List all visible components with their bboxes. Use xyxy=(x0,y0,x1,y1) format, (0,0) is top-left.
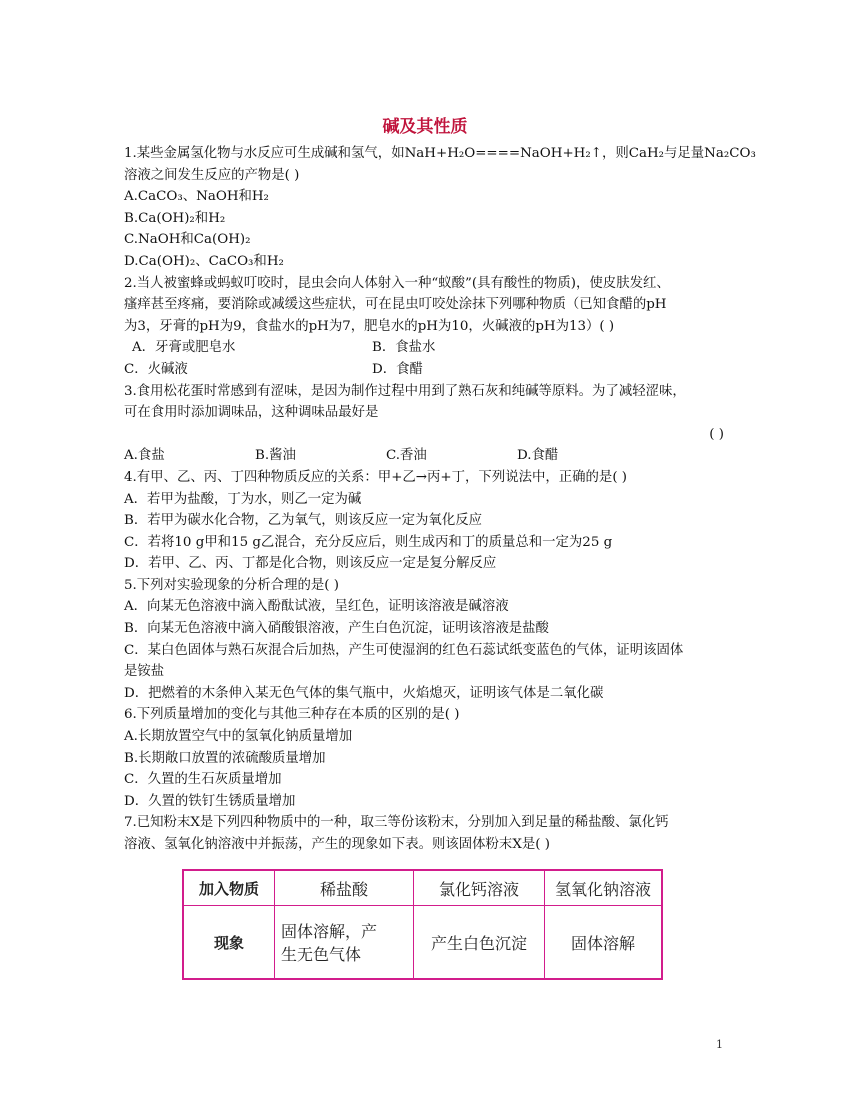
table-cell-naoh: 固体溶解 xyxy=(545,906,663,980)
q1-option-d: D.Ca(OH)₂、CaCO₃和H₂ xyxy=(124,253,284,269)
q6-option-c: C．久置的生石灰质量增加 xyxy=(124,772,282,788)
q4-stem: 4.有甲、乙、丙、丁四种物质反应的关系：甲+乙→丙+丁，下列说法中，正确的是( ) xyxy=(124,469,628,485)
q3-answer-bracket: ( ) xyxy=(709,426,724,442)
q6-option-b: B.长期敞口放置的浓硫酸质量增加 xyxy=(124,750,326,766)
q6-stem: 6.下列质量增加的变化与其他三种存在本质的区别的是( ) xyxy=(124,707,460,723)
q3-option-b: B.酱油 xyxy=(255,448,296,464)
question-list xyxy=(124,143,756,856)
q1-option-b: B.Ca(OH)₂和H₂ xyxy=(124,210,226,226)
table-header-cell: 氢氧化钠溶液 xyxy=(545,870,663,906)
q2-options-row-2 xyxy=(124,359,728,381)
page-title: 碱及其性质 xyxy=(382,117,468,137)
q2-option-d: D．食醋 xyxy=(372,361,423,377)
table-cell-line: 固体溶解，产 xyxy=(281,922,378,941)
question-1-stem xyxy=(124,143,756,165)
q1-stem-b: ，则CaH₂与足量Na₂CO₃ xyxy=(601,146,756,161)
q1-stem-a: 1.某些金属氢化物与水反应可生成碱和氢气，如 xyxy=(124,146,405,161)
table-header-cell: 稀盐酸 xyxy=(275,870,414,906)
q6-option-a: A.长期放置空气中的氢氧化钠质量增加 xyxy=(124,729,353,745)
q1-equation: NaH+H₂O====NaOH+H₂↑ xyxy=(404,146,602,161)
q4-option-a: A．若甲为盐酸，丁为水，则乙一定为碱 xyxy=(124,491,362,507)
q2-option-b: B．食盐水 xyxy=(372,340,436,356)
page-number: 1 xyxy=(716,1038,723,1051)
table-row xyxy=(183,906,662,980)
q1-option-a: A.CaCO₃、NaOH和H₂ xyxy=(124,189,269,205)
table-header-cell: 加入物质 xyxy=(183,870,275,906)
q7-stem-b: 溶液、氢氧化钠溶液中并振荡，产生的现象如下表。则该固体粉末X是( ) xyxy=(124,837,550,852)
q5-option-d: D．把燃着的木条伸入某无色气体的集气瓶中，火焰熄灭，证明该气体是二氧化碳 xyxy=(124,685,604,701)
q6-option-d: D．久置的铁钉生锈质量增加 xyxy=(124,793,296,809)
q4-option-d: D．若甲、乙、丙、丁都是化合物，则该反应一定是复分解反应 xyxy=(124,556,497,572)
table-cell-hcl xyxy=(275,906,414,980)
q5-option-c-cont: 是铵盐 xyxy=(124,664,165,680)
q2-stem-b: 瘙痒甚至疼痛，要消除或减缓这些症状，可在昆虫叮咬处涂抹下列哪种物质（已知食醋的pH xyxy=(124,297,667,313)
table-header-row xyxy=(183,870,662,906)
q5-stem: 5.下列对实验现象的分析合理的是( ) xyxy=(124,577,339,593)
q5-option-a: A．向某无色溶液中滴入酚酞试液，呈红色，证明该溶液是碱溶液 xyxy=(124,599,509,615)
q2-option-c: C．火碱液 xyxy=(124,361,188,377)
table-cell-line: 生无色气体 xyxy=(281,945,362,964)
q5-option-c: C．某白色固体与熟石灰混合后加热，产生可使湿润的红色石蕊试纸变蓝色的气体，证明该固体 xyxy=(124,642,684,658)
q7-stem-a: 7.已知粉末X是下列四种物质中的一种，取三等份该粉末，分别加入到足量的稀盐酸、氯化钙 xyxy=(124,815,669,831)
table-row-label: 现象 xyxy=(183,906,275,980)
q3-stem-b: 可在食用时添加调味品，这种调味品最好是 xyxy=(124,405,379,421)
q4-option-b: B．若甲为碳水化合物，乙为氧气，则该反应一定为氧化反应 xyxy=(124,513,482,529)
q2-stem-a: 2.当人被蜜蜂或蚂蚁叮咬时，昆虫会向人体射入一种“蚁酸”(具有酸性的物质)，使皮肤发红、 xyxy=(124,275,670,291)
q1-option-c: C.NaOH和Ca(OH)₂ xyxy=(124,232,251,248)
q3-option-a: A.食盐 xyxy=(124,448,165,464)
q4-option-c: C．若将10 g甲和15 g乙混合，充分反应后，则生成丙和丁的质量总和一定为25 g xyxy=(124,534,613,550)
q2-stem-c: 为3，牙膏的pH为9，食盐水的pH为7，肥皂水的pH为10，火碱液的pH为13）( ) xyxy=(124,318,615,334)
q2-options-row-1 xyxy=(124,337,728,359)
reaction-table xyxy=(182,869,663,980)
q3-option-d: D.食醋 xyxy=(517,448,559,464)
table-cell-cacl2: 产生白色沉淀 xyxy=(414,906,545,980)
q3-options xyxy=(124,445,728,467)
table-header-cell: 氯化钙溶液 xyxy=(414,870,545,906)
q3-option-c: C.香油 xyxy=(386,448,427,464)
q2-option-a: A．牙膏或肥皂水 xyxy=(132,340,236,356)
q1-stem-c: 溶液之间发生反应的产物是( ) xyxy=(124,167,300,183)
q3-stem-a: 3.食用松花蛋时常感到有涩味，是因为制作过程中用到了熟石灰和纯碱等原料。为了减轻涩味， xyxy=(124,383,686,399)
q5-option-b: B．向某无色溶液中滴入硝酸银溶液，产生白色沉淀，证明该溶液是盐酸 xyxy=(124,621,549,637)
